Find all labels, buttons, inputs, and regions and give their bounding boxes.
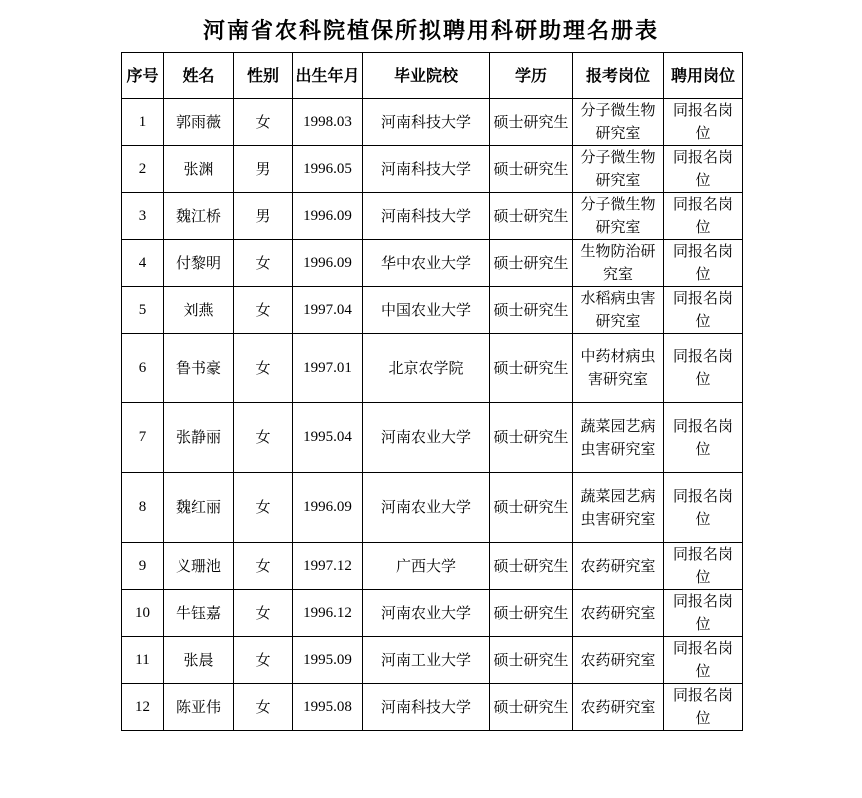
cell-name: 付黎明 <box>164 240 234 287</box>
cell-hire: 同报名岗位 <box>664 684 743 731</box>
cell-name: 鲁书豪 <box>164 334 234 403</box>
cell-gender: 女 <box>234 684 293 731</box>
cell-gender: 女 <box>234 403 293 473</box>
cell-name: 义珊池 <box>164 543 234 590</box>
cell-name: 张晨 <box>164 637 234 684</box>
header-school: 毕业院校 <box>363 53 490 99</box>
cell-gender: 女 <box>234 590 293 637</box>
header-post: 报考岗位 <box>573 53 664 99</box>
cell-hire: 同报名岗位 <box>664 403 743 473</box>
cell-degree: 硕士研究生 <box>490 637 573 684</box>
cell-school: 河南科技大学 <box>363 99 490 146</box>
cell-degree: 硕士研究生 <box>490 684 573 731</box>
cell-name: 魏红丽 <box>164 473 234 543</box>
cell-school: 河南科技大学 <box>363 684 490 731</box>
cell-name: 陈亚伟 <box>164 684 234 731</box>
cell-hire: 同报名岗位 <box>664 240 743 287</box>
cell-post: 蔬菜园艺病虫害研究室 <box>573 473 664 543</box>
cell-school: 河南农业大学 <box>363 590 490 637</box>
cell-post: 农药研究室 <box>573 590 664 637</box>
header-degree: 学历 <box>490 53 573 99</box>
cell-no: 7 <box>122 403 164 473</box>
header-row <box>122 53 743 99</box>
cell-post: 生物防治研究室 <box>573 240 664 287</box>
cell-birth: 1995.09 <box>293 637 363 684</box>
cell-no: 8 <box>122 473 164 543</box>
cell-name: 牛钰嘉 <box>164 590 234 637</box>
cell-school: 河南科技大学 <box>363 193 490 240</box>
cell-no: 2 <box>122 146 164 193</box>
cell-name: 郭雨薇 <box>164 99 234 146</box>
cell-gender: 男 <box>234 146 293 193</box>
cell-degree: 硕士研究生 <box>490 473 573 543</box>
cell-school: 河南农业大学 <box>363 403 490 473</box>
table-row <box>122 334 743 403</box>
cell-hire: 同报名岗位 <box>664 287 743 334</box>
cell-birth: 1997.04 <box>293 287 363 334</box>
cell-birth: 1997.01 <box>293 334 363 403</box>
cell-post: 农药研究室 <box>573 637 664 684</box>
header-name: 姓名 <box>164 53 234 99</box>
cell-birth: 1997.12 <box>293 543 363 590</box>
cell-no: 9 <box>122 543 164 590</box>
cell-gender: 女 <box>234 287 293 334</box>
cell-gender: 女 <box>234 240 293 287</box>
page-title: 河南省农科院植保所拟聘用科研助理名册表 <box>202 19 659 44</box>
cell-gender: 女 <box>234 543 293 590</box>
cell-post: 分子微生物研究室 <box>573 193 664 240</box>
cell-name: 张渊 <box>164 146 234 193</box>
cell-name: 刘燕 <box>164 287 234 334</box>
header-birth: 出生年月 <box>293 53 363 99</box>
cell-school: 北京农学院 <box>363 334 490 403</box>
table-row <box>122 637 743 684</box>
cell-name: 魏江桥 <box>164 193 234 240</box>
table-row <box>122 99 743 146</box>
cell-degree: 硕士研究生 <box>490 287 573 334</box>
cell-school: 中国农业大学 <box>363 287 490 334</box>
table-row <box>122 287 743 334</box>
table-row <box>122 146 743 193</box>
cell-gender: 女 <box>234 334 293 403</box>
cell-school: 河南农业大学 <box>363 473 490 543</box>
cell-post: 农药研究室 <box>573 543 664 590</box>
table-row <box>122 403 743 473</box>
cell-degree: 硕士研究生 <box>490 193 573 240</box>
table-row <box>122 240 743 287</box>
cell-hire: 同报名岗位 <box>664 473 743 543</box>
cell-post: 分子微生物研究室 <box>573 99 664 146</box>
cell-birth: 1996.12 <box>293 590 363 637</box>
cell-birth: 1995.08 <box>293 684 363 731</box>
cell-school: 华中农业大学 <box>363 240 490 287</box>
cell-degree: 硕士研究生 <box>490 146 573 193</box>
cell-birth: 1996.09 <box>293 193 363 240</box>
cell-degree: 硕士研究生 <box>490 403 573 473</box>
cell-hire: 同报名岗位 <box>664 637 743 684</box>
cell-no: 4 <box>122 240 164 287</box>
cell-gender: 女 <box>234 637 293 684</box>
header-no: 序号 <box>122 53 164 99</box>
cell-birth: 1995.04 <box>293 403 363 473</box>
cell-birth: 1998.03 <box>293 99 363 146</box>
cell-gender: 男 <box>234 193 293 240</box>
cell-hire: 同报名岗位 <box>664 334 743 403</box>
table-row <box>122 590 743 637</box>
table-row <box>122 684 743 731</box>
cell-post: 蔬菜园艺病虫害研究室 <box>573 403 664 473</box>
cell-no: 11 <box>122 637 164 684</box>
header-hire: 聘用岗位 <box>664 53 743 99</box>
table-row <box>122 193 743 240</box>
cell-gender: 女 <box>234 99 293 146</box>
table-row <box>122 543 743 590</box>
cell-hire: 同报名岗位 <box>664 543 743 590</box>
header-gender: 性别 <box>234 53 293 99</box>
cell-birth: 1996.05 <box>293 146 363 193</box>
cell-post: 中药材病虫害研究室 <box>573 334 664 403</box>
cell-no: 6 <box>122 334 164 403</box>
cell-hire: 同报名岗位 <box>664 99 743 146</box>
cell-post: 分子微生物研究室 <box>573 146 664 193</box>
cell-post: 农药研究室 <box>573 684 664 731</box>
cell-name: 张静丽 <box>164 403 234 473</box>
cell-school: 广西大学 <box>363 543 490 590</box>
cell-school: 河南科技大学 <box>363 146 490 193</box>
cell-no: 12 <box>122 684 164 731</box>
cell-post: 水稻病虫害研究室 <box>573 287 664 334</box>
cell-hire: 同报名岗位 <box>664 146 743 193</box>
cell-no: 5 <box>122 287 164 334</box>
cell-no: 1 <box>122 99 164 146</box>
cell-degree: 硕士研究生 <box>490 334 573 403</box>
cell-degree: 硕士研究生 <box>490 99 573 146</box>
cell-birth: 1996.09 <box>293 473 363 543</box>
cell-degree: 硕士研究生 <box>490 240 573 287</box>
cell-no: 3 <box>122 193 164 240</box>
cell-hire: 同报名岗位 <box>664 193 743 240</box>
cell-gender: 女 <box>234 473 293 543</box>
cell-no: 10 <box>122 590 164 637</box>
table-row <box>122 473 743 543</box>
cell-degree: 硕士研究生 <box>490 543 573 590</box>
roster-table <box>121 52 743 731</box>
cell-degree: 硕士研究生 <box>490 590 573 637</box>
cell-hire: 同报名岗位 <box>664 590 743 637</box>
cell-birth: 1996.09 <box>293 240 363 287</box>
cell-school: 河南工业大学 <box>363 637 490 684</box>
